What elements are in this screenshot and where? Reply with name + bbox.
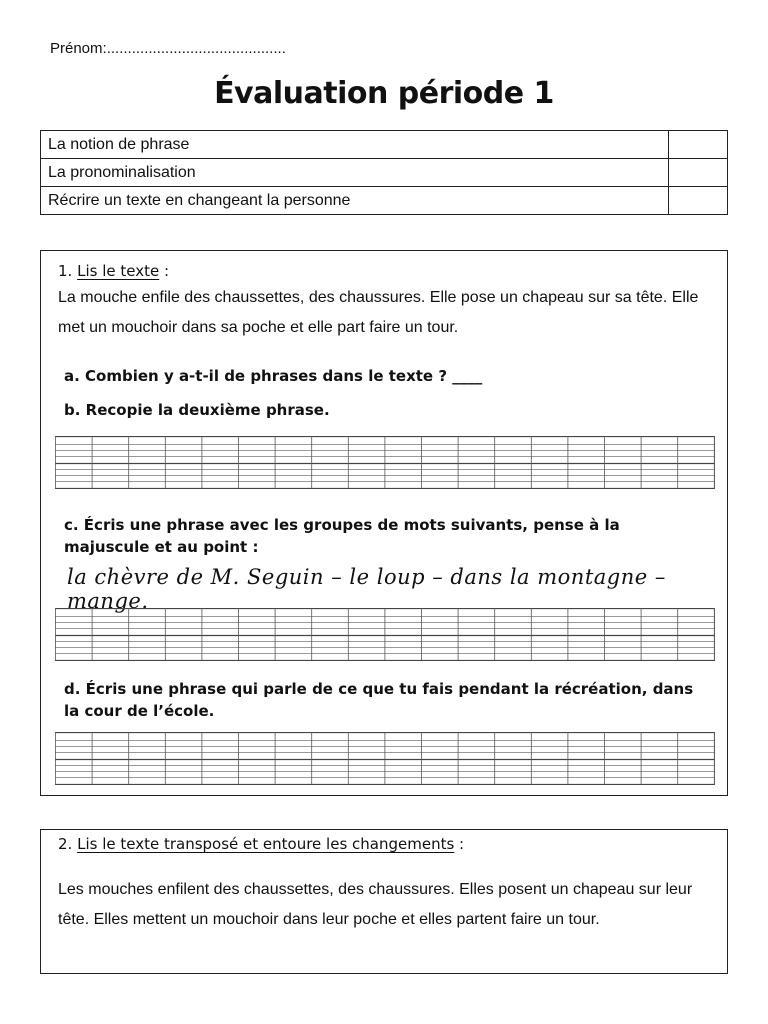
reading-text: La mouche enfile des chaussettes, des chaussures. Elle pose un chapeau sur sa tête. Elle met un mouchoir dans sa poche et elle part faire un tour.	[58, 289, 699, 336]
skill-label: La notion de phrase	[41, 131, 669, 159]
exercise-1-panel	[40, 250, 728, 796]
skill-score-box	[669, 159, 728, 187]
exercise-title: Lis le texte	[77, 262, 160, 280]
question-d: d. Écris une phrase qui parle de ce que tu fais pendant la récréation, dans la cour de l’école.	[64, 680, 694, 720]
question-c: c. Écris une phrase avec les groupes de mots suivants, pense à la majuscule et au point :	[64, 516, 620, 556]
writing-grid[interactable]	[55, 436, 715, 489]
table-row	[41, 131, 728, 159]
exercise-2-panel	[40, 829, 728, 974]
heading-colon: :	[159, 262, 170, 280]
exercise-number: 2.	[58, 835, 73, 853]
skills-table	[40, 130, 728, 215]
skill-score-box	[669, 187, 728, 215]
writing-grid[interactable]	[55, 732, 715, 785]
table-row	[41, 159, 728, 187]
exercise-number: 1.	[58, 262, 73, 280]
table-row	[41, 187, 728, 215]
skill-label: La pronominalisation	[41, 159, 669, 187]
exercise-2-heading	[58, 835, 464, 853]
exercise-1-heading	[58, 262, 169, 280]
transposed-text: Les mouches enfilent des chaussettes, des chaussures. Elles posent un chapeau sur leur tête. Elles mettent un mouchoir dans leur poche et elles partent faire un tour.	[58, 881, 693, 928]
exercise-title: Lis le texte transposé et entoure les changements	[77, 835, 455, 853]
question-a: a. Combien y a-t-il de phrases dans le texte ? ____	[64, 367, 483, 385]
skill-score-box	[669, 131, 728, 159]
skill-label: Récrire un texte en changeant la personne	[41, 187, 669, 215]
cursive-word-groups: la chèvre de M. Seguin – le loup – dans la montagne – mange.	[67, 565, 666, 613]
first-name-field: Prénom:...........................................	[50, 40, 286, 57]
heading-colon: :	[454, 835, 465, 853]
question-b: b. Recopie la deuxième phrase.	[64, 401, 330, 419]
writing-grid[interactable]	[55, 608, 715, 661]
page-title: Évaluation période 1	[214, 76, 554, 111]
